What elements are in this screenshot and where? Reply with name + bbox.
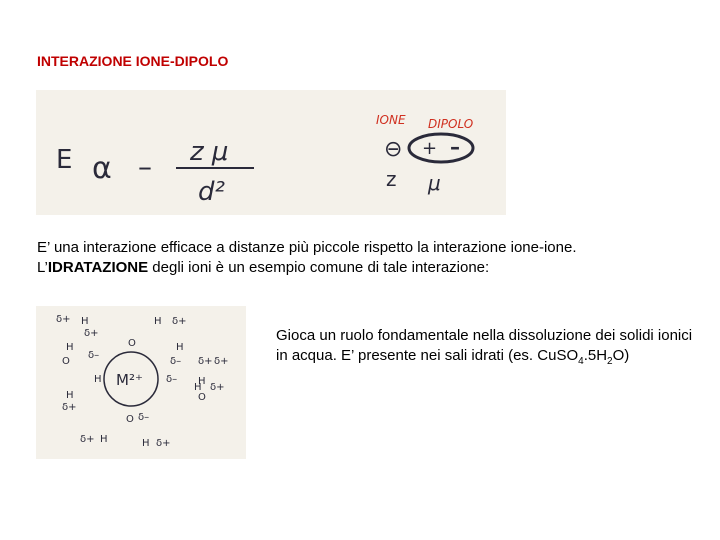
hydration-explanation: Gioca un ruolo fondamentale nella dissoluzione dei solidi ionici in acqua. E’ presente nei sali idrati (es. $CuSO_4.5H_2O$) [276,327,693,367]
hydration-label: O [198,392,206,403]
hydration-label: δ+ [56,314,71,325]
hydration-label: δ– [166,374,178,385]
label-ione: IONE [376,113,406,127]
hydration-label: δ+ [80,434,95,445]
var-mu: μ [428,171,441,195]
hydration-label: H [176,342,184,353]
hydration-label: δ+ [62,402,77,413]
ion-negative-icon: ⊖ [384,137,403,162]
hydration-label: δ+ [156,438,171,449]
hydration-label: H [94,374,102,385]
hydration-diagram-image [36,306,246,459]
hydration-label: H [142,438,150,449]
eq-E: E [56,145,73,175]
hydration-label: H [66,342,74,353]
dipole-plus: + [422,138,438,159]
hydration-label: O [126,414,134,425]
hydration-label: O [128,338,136,349]
center-ion: M²⁺ [116,371,143,389]
hydration-label: δ– [88,350,100,361]
hydration-label: O [62,356,70,367]
hydration-label: δ– [138,412,150,423]
hydration-label: H [198,376,206,387]
description-line-1: E’ una interazione efficace a distanze più piccole rispetto la interazione ione-ione. [37,239,577,256]
hydration-label: δ+ [198,356,213,367]
hydration-label: H [154,316,162,327]
eq-denominator: d² [198,177,225,207]
ion-dipole-equation-image [36,90,506,215]
slide-title: INTERAZIONE IONE-DIPOLO [37,53,229,69]
hydration-label: H [194,382,202,393]
hydration-label: H [100,434,108,445]
hydration-label: δ+ [84,328,99,339]
hydration-label: δ+ [172,316,187,327]
var-z: z [386,167,397,191]
description-line-2: L’IDRATAZIONE degli ioni è un esempio comune di tale interazione: [37,259,490,276]
hydration-label: δ+ [210,382,225,393]
hydration-label: δ+ [214,356,229,367]
hydration-label: H [81,316,89,327]
dipole-minus: – [450,135,460,159]
eq-proportional: α [92,151,112,186]
label-dipolo: DIPOLO [428,117,474,131]
idratazione-term: IDRATAZIONE [47,259,149,276]
eq-minus: – [138,150,152,183]
hydration-label: H [66,390,74,401]
description-paragraph [37,238,677,278]
dipole-ellipse [409,134,473,162]
hydration-label: δ– [170,356,182,367]
eq-numerator: z μ [190,137,229,167]
